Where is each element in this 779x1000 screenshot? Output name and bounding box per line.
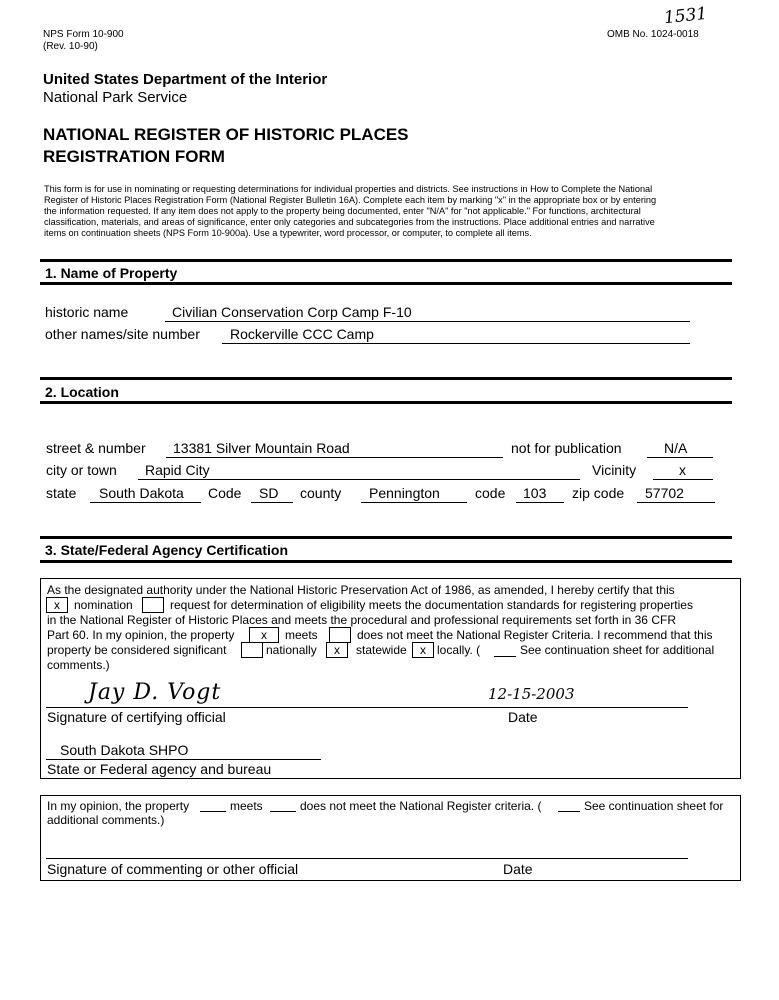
service-name: National Park Service: [43, 89, 188, 106]
opinion-blank: [200, 811, 226, 812]
signature-line: [46, 858, 688, 859]
other-names-label: other names/site number: [45, 326, 200, 342]
section-divider: [40, 536, 732, 539]
section-divider: [40, 259, 732, 262]
opinion-does-not-meet: does not meet the National Register criteria. (: [300, 799, 542, 813]
handwritten-number: 1531: [663, 3, 709, 29]
zip-value[interactable]: 57702: [645, 485, 684, 501]
see-continuation-text: See continuation sheet for additional: [520, 643, 715, 657]
section-3-heading: 3. State/Federal Agency Certification: [45, 542, 288, 558]
commenting-date-label: Date: [503, 861, 533, 877]
county-label: county: [300, 485, 342, 501]
opinion-text-a: In my opinion, the property: [47, 799, 190, 813]
instructions-line: the information requested. If any item does not apply to the property being documented, enter "N/A" for "not applicable." For functions, architectural: [44, 206, 641, 216]
field-underline: [516, 502, 564, 503]
section-2-heading: 2. Location: [45, 384, 119, 400]
field-underline: [647, 457, 713, 458]
page-title-line2: REGISTRATION FORM: [43, 147, 225, 166]
instructions-line: items on continuation sheets (NPS Form 10-900a). Use a typewriter, word processor, or computer, to complete all items.: [44, 228, 532, 238]
city-label: city or town: [46, 462, 117, 478]
section-1-heading: 1. Name of Property: [45, 265, 178, 281]
field-underline: [138, 479, 580, 480]
certification-line: in the National Register of Historic Places and meets the procedural and professional requirements set forth in 36 CFR: [47, 613, 676, 627]
date-handwritten: 12-15-2003: [488, 685, 575, 703]
comments-text: comments.): [47, 658, 110, 672]
commenting-signature-label: Signature of commenting or other official: [47, 861, 299, 877]
locally-checkbox[interactable]: x: [412, 642, 434, 658]
field-underline: [165, 321, 690, 322]
nomination-checkbox[interactable]: x: [46, 597, 68, 613]
instructions-line: classification, materials, and areas of significance, enter only categories and subcategories from the instructions. Place additional entries and narrative: [44, 217, 655, 227]
not-for-publication-label: not for publication: [511, 440, 622, 456]
meets-checkbox[interactable]: x: [249, 627, 279, 643]
nomination-label: nomination: [74, 598, 133, 612]
instructions-line: This form is for use in nominating or requesting determinations for individual properties and districts. See instructions in How to Complete the National: [44, 184, 653, 194]
statewide-checkbox[interactable]: x: [326, 642, 348, 658]
state-code-label: Code: [208, 485, 242, 501]
certification-line: As the designated authority under the National Historic Preservation Act of 1986, as amended, I hereby certify that this: [47, 583, 675, 597]
page-title-line1: NATIONAL REGISTER OF HISTORIC PLACES: [43, 125, 409, 144]
nationally-checkbox[interactable]: [241, 642, 263, 658]
signature-label: Signature of certifying official: [47, 709, 226, 725]
field-underline: [46, 759, 321, 760]
field-underline: [361, 502, 467, 503]
opinion-meets: meets: [230, 799, 263, 813]
county-code-label: code: [475, 485, 506, 501]
agency-value[interactable]: South Dakota SHPO: [60, 742, 189, 758]
field-underline: [637, 502, 715, 503]
opinion-continuation: See continuation sheet for: [584, 799, 724, 813]
opinion-blank: [558, 811, 580, 812]
statewide-label: statewide: [356, 643, 407, 657]
part-60-text: Part 60. In my opinion, the property: [47, 628, 235, 642]
omb-number: OMB No. 1024-0018: [607, 29, 699, 40]
nationally-label: nationally: [266, 643, 317, 657]
city-value[interactable]: Rapid City: [145, 462, 210, 478]
date-label: Date: [508, 709, 538, 725]
other-names-value[interactable]: Rockerville CCC Camp: [230, 326, 374, 342]
section-divider: [40, 560, 732, 563]
request-checkbox[interactable]: [142, 597, 164, 613]
state-label: state: [46, 485, 77, 501]
request-label: request for determination of eligibility meets the documentation standards for registering properties: [170, 598, 693, 612]
county-value[interactable]: Pennington: [369, 485, 440, 501]
signature-handwritten: Jay D. Vogt: [88, 680, 222, 705]
agency-label: State or Federal agency and bureau: [47, 761, 272, 777]
instructions: [44, 184, 729, 239]
signature-line: [46, 707, 688, 708]
vicinity-label: Vicinity: [592, 462, 637, 478]
field-underline: [222, 343, 690, 344]
field-underline: [166, 457, 503, 458]
opinion-blank: [270, 811, 296, 812]
instructions-line: Register of Historic Places Registration Form (National Register Bulletin 16A). Complete each item by marking "x" in the appropriate box or by entering: [44, 195, 657, 205]
not-for-publication-value[interactable]: N/A: [664, 440, 688, 456]
section-divider: [40, 401, 732, 404]
continuation-blank: [494, 656, 516, 657]
field-underline: [90, 502, 201, 503]
county-code-value[interactable]: 103: [523, 485, 547, 501]
vicinity-value[interactable]: x: [679, 462, 686, 478]
meets-label: meets: [285, 628, 318, 642]
does-not-meet-checkbox[interactable]: [329, 627, 351, 643]
does-not-meet-label: does not meet the National Register Criteria. I recommend that this: [357, 628, 713, 642]
historic-name-value[interactable]: Civilian Conservation Corp Camp F-10: [172, 304, 412, 320]
form-number: NPS Form 10-900: [43, 29, 124, 40]
opinion-comments: additional comments.): [47, 813, 165, 827]
state-code-value[interactable]: SD: [259, 485, 279, 501]
zip-label: zip code: [572, 485, 625, 501]
section-divider: [40, 282, 732, 285]
form-revision: (Rev. 10-90): [43, 41, 98, 52]
field-underline: [251, 502, 293, 503]
significance-text: property be considered significant: [47, 643, 227, 657]
department-name: United States Department of the Interior: [43, 71, 328, 88]
street-value[interactable]: 13381 Silver Mountain Road: [173, 440, 350, 456]
section-divider: [40, 377, 732, 380]
state-value[interactable]: South Dakota: [99, 485, 184, 501]
street-label: street & number: [46, 440, 146, 456]
locally-label: locally. (: [437, 643, 481, 657]
field-underline: [653, 479, 713, 480]
historic-name-label: historic name: [45, 304, 129, 320]
